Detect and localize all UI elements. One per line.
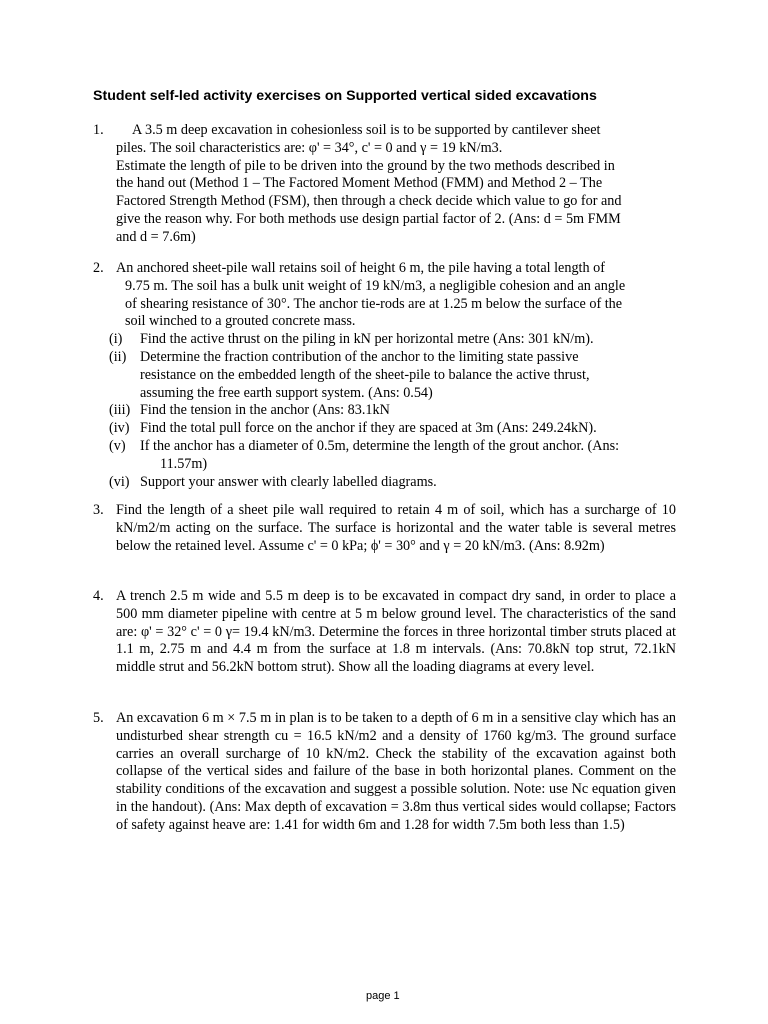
question-line: Factored Strength Method (FSM), then through a check decide which value to go for and — [116, 193, 622, 210]
question-text: A trench 2.5 m wide and 5.5 m deep is to be excavated in compact dry sand, in order to place a 500 mm diameter pipeline with centre at 5 m below ground level. The characteristics of the sand are: φ' = 32° c' = 0 γ= 19.4 kN/m3. Determine the forces in three horizontal timber struts placed at 1.1 m, 2.75 m and 4.4 m from the surface at 1.8 m intervals. (Ans: 70.8kN top strut, 72.1kN middle strut and 56.2kN bottom strut). Show all the loading diagrams at every level. — [116, 588, 676, 676]
sub-question-line: Find the tension in the anchor (Ans: 83.1kN — [140, 402, 390, 419]
question-5 — [93, 710, 676, 835]
question-text: Find the length of a sheet pile wall required to retain 4 m of soil, which has a surcharge of 10 kN/m2/m acting on the surface. The surface is horizontal and the water table is several metres below the retained level. Assume c' = 0 kPa; ϕ' = 30° and γ = 20 kN/m3. (Ans: 8.92m) — [116, 502, 676, 554]
question-number: 1. — [93, 122, 104, 138]
question-number: 5. — [93, 710, 104, 726]
question-line: An anchored sheet-pile wall retains soil of height 6 m, the pile having a total length of — [116, 260, 605, 276]
question-number: 3. — [93, 502, 104, 518]
sub-question — [109, 473, 676, 492]
sub-question-label: (v) — [109, 437, 126, 454]
sub-question-line: If the anchor has a diameter of 0.5m, determine the length of the grout anchor. (Ans: — [140, 437, 620, 454]
question-line: of shearing resistance of 30°. The anchor tie-rods are at 1.25 m below the surface of the — [125, 295, 623, 312]
sub-question-label: (vi) — [109, 473, 130, 490]
question-line: A 3.5 m deep excavation in cohesionless soil is to be supported by cantilever sheet — [132, 122, 601, 138]
question-number: 2. — [93, 260, 104, 276]
question-line: and d = 7.6m) — [116, 228, 196, 245]
question-line: the hand out (Method 1 – The Factored Moment Method (FMM) and Method 2 – The — [116, 175, 603, 192]
sub-question — [109, 348, 676, 402]
sub-question-label: (ii) — [109, 348, 127, 365]
question-2 — [93, 260, 676, 491]
page-number: page 1 — [366, 990, 400, 1002]
sub-question-line: resistance on the embedded length of the sheet-pile to balance the active thrust, — [140, 366, 590, 383]
question-line: give the reason why. For both methods use design partial factor of 2. (Ans: d = 5m FMM — [116, 210, 621, 227]
sub-question-label: (i) — [109, 331, 123, 348]
question-4 — [93, 588, 676, 677]
sub-question — [109, 331, 676, 349]
sub-question-line: Support your answer with clearly labelled diagrams. — [140, 473, 437, 490]
question-line: soil winched to a grouted concrete mass. — [125, 313, 356, 330]
sub-question — [109, 437, 676, 474]
sub-question-line: assuming the free earth support system. (Ans: 0.54) — [140, 384, 433, 401]
question-line: 9.75 m. The soil has a bulk unit weight of 19 kN/m3, a negligible cohesion and an angle — [125, 277, 626, 294]
sub-question-label: (iv) — [109, 420, 130, 437]
question-text: An excavation 6 m × 7.5 m in plan is to be taken to a depth of 6 m in a sensitive clay which has an undisturbed shear strength cu = 16.5 kN/m2 and a density of 1760 kg/m3. The ground surface carries an overall surcharge of 10 kN/m2. Check the stability of the excavation against both collapse of the vertical sides and failure of the base in both horizontal planes. Comment on the stability conditions of the excavation and suggest a possible solution. Note: use Nc equation given in the handout). (Ans: Max depth of excavation = 3.8m thus vertical sides would collapse; Factors of safety against heave are: 1.41 for width 6m and 1.28 for width 7.5m both less than 1.5) — [116, 710, 676, 833]
sub-question-line: Find the active thrust on the piling in kN per horizontal metre (Ans: 301 kN/m). — [140, 331, 594, 348]
question-line: piles. The soil characteristics are: φ' = 34°, c' = 0 and γ = 19 kN/m3. — [116, 139, 503, 156]
sub-question-line: Determine the fraction contribution of the anchor to the limiting state passive — [140, 348, 579, 365]
sub-question-line: Find the total pull force on the anchor if they are spaced at 3m (Ans: 249.24kN). — [140, 420, 597, 437]
sub-question-label: (iii) — [109, 402, 131, 419]
question-line: Estimate the length of pile to be driven into the ground by the two methods described in — [116, 157, 615, 174]
sub-question-line: 11.57m) — [160, 455, 208, 472]
question-3 — [93, 502, 676, 555]
sub-question — [109, 402, 676, 420]
sub-question — [109, 420, 676, 438]
document-title: Student self-led activity exercises on Supported vertical sided excavations — [93, 88, 597, 104]
question-number: 4. — [93, 588, 104, 604]
question-1 — [93, 122, 676, 247]
